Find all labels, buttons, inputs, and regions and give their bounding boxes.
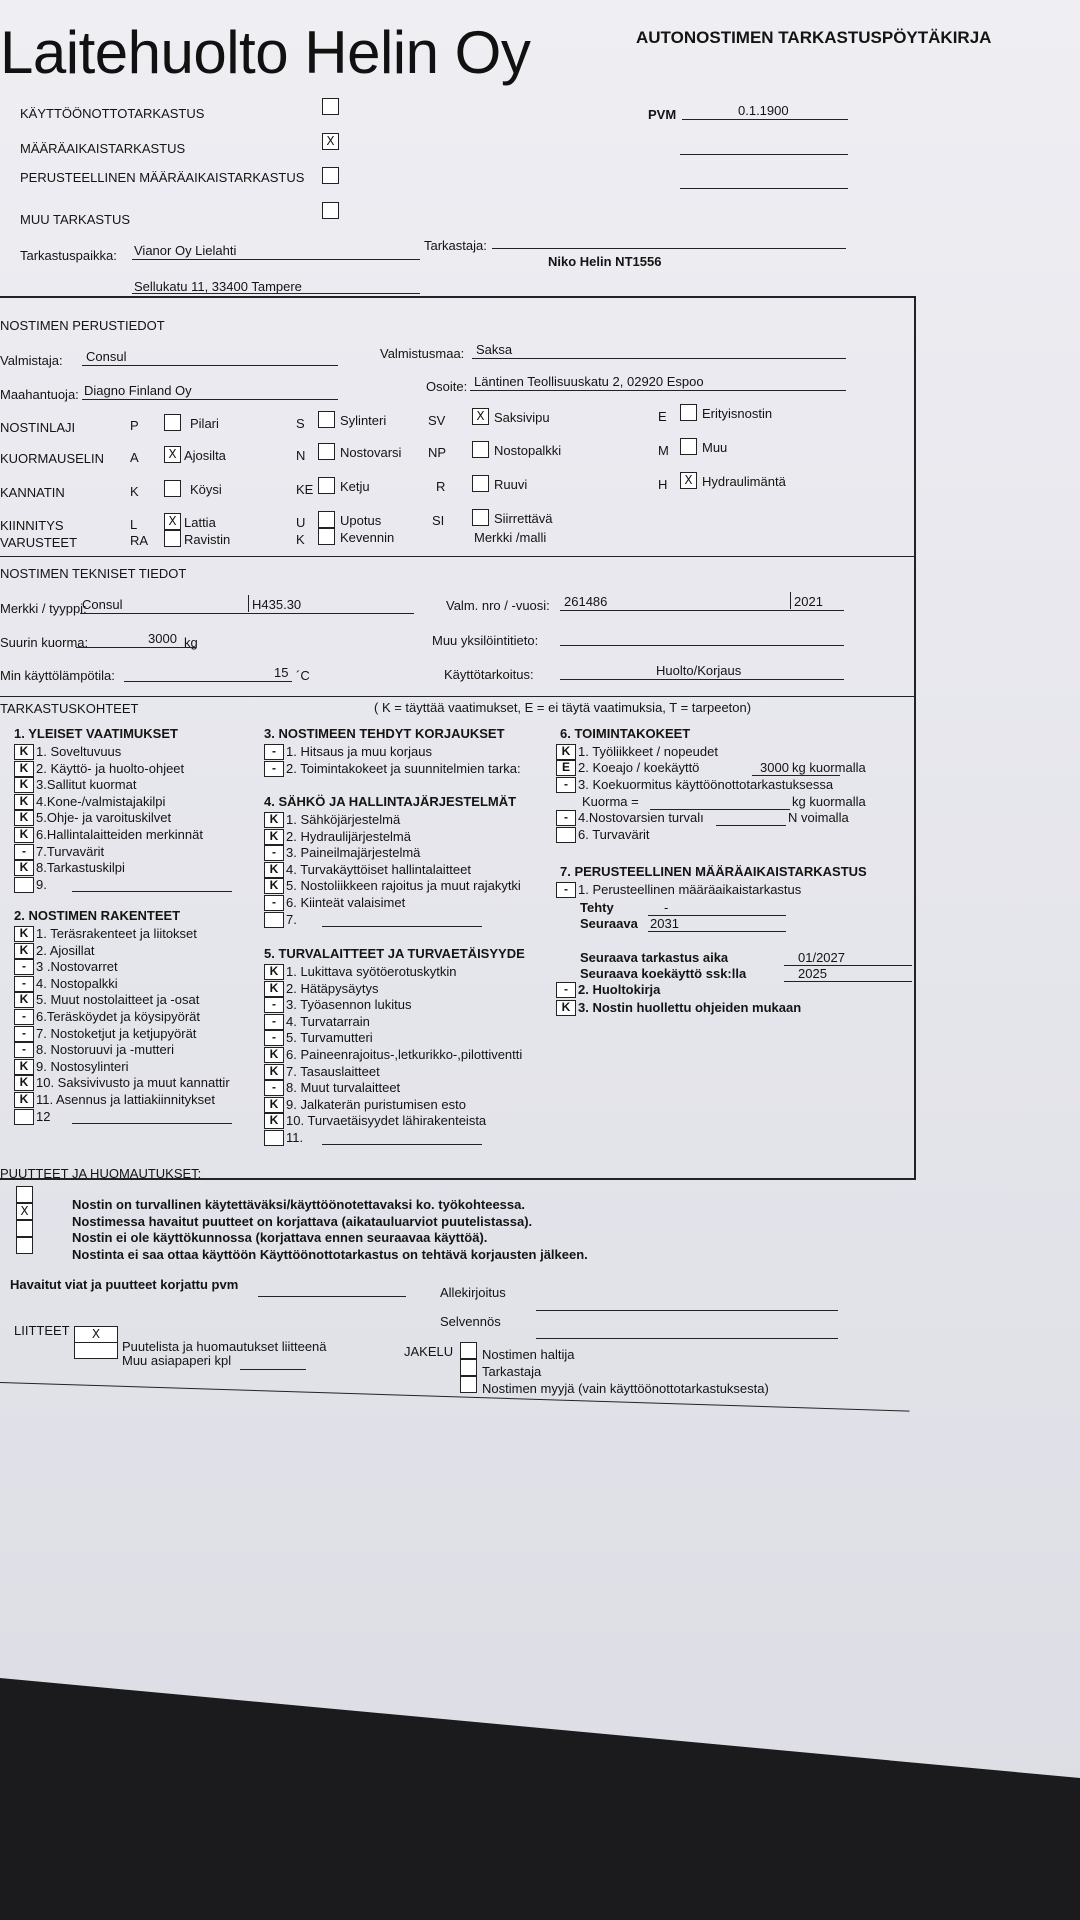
carrier-muu-label: Muu xyxy=(702,440,728,455)
s2-item-6-label: 6.Teräsköydet ja köysipyörät xyxy=(36,1009,201,1024)
s1-item-9-line[interactable] xyxy=(72,877,232,892)
s4-item-3-mark[interactable]: - xyxy=(264,845,284,861)
s1-item-4-label: 4.Kone-/valmistajakilpi xyxy=(36,793,166,809)
brand-divider xyxy=(248,595,249,612)
s4-item-7-mark[interactable] xyxy=(264,912,284,928)
checks-legend: ( K = täyttää vaatimukset, E = ei täytä vaatimuksia, T = tarpeeton) xyxy=(374,700,752,715)
type-saksivipu-label: Saksivipu xyxy=(494,410,550,425)
s5-item-10-label: 10. Turvaetäisyydet lähirakenteista xyxy=(286,1113,487,1129)
support-code-k: K xyxy=(130,484,139,499)
s5-item-7-label: 7. Tasauslaitteet xyxy=(286,1063,380,1079)
maker-value: Consul xyxy=(86,349,127,364)
s4-item-7-label: 7. xyxy=(286,911,297,927)
s7-book-label: 2. Huoltokirja xyxy=(578,982,661,997)
carrier-nostovarsi-label: Nostovarsi xyxy=(340,445,402,460)
attachment-2-checkbox[interactable] xyxy=(74,1342,118,1359)
type-label-2: MÄÄRÄAIKAISTARKASTUS xyxy=(20,141,186,156)
attachment-2-count-field[interactable] xyxy=(240,1357,306,1370)
s7-next-test-value: 2025 xyxy=(798,966,827,981)
place-value: Vianor Oy Lielahti xyxy=(134,243,237,258)
attachment-2-label: Muu asiapaperi kpl xyxy=(122,1353,232,1368)
s2-item-10-mark[interactable]: K xyxy=(14,1075,34,1091)
s5-item-9-mark[interactable]: K xyxy=(264,1097,284,1113)
serial-field[interactable] xyxy=(560,594,844,611)
s7-next-insp-field[interactable] xyxy=(784,950,912,966)
s7-next-field[interactable] xyxy=(648,916,786,932)
s2-item-11-label: 11. Asennus ja lattiakiinnitykset xyxy=(36,1092,215,1107)
s7-title: 7. PERUSTEELLINEN MÄÄRÄAIKAISTARKASTUS xyxy=(560,864,867,879)
purpose-label: Käyttötarkoitus: xyxy=(444,667,534,682)
s6-i2-mark[interactable]: E xyxy=(556,760,576,776)
s7-done-field[interactable] xyxy=(648,900,786,916)
mount-lattia-checkbox[interactable]: X xyxy=(164,513,181,530)
inspector-label: Tarkastaja: xyxy=(424,238,487,253)
type-label-3: PERUSTEELLINEN MÄÄRÄAIKAISTARKASTUS xyxy=(20,170,305,185)
s6-i5-label: 6. Turvavärit xyxy=(578,827,650,842)
s1-item-9-label: 9. xyxy=(36,876,47,892)
tech-top-line xyxy=(0,556,914,557)
checks-section-title: TARKASTUSKOHTEET xyxy=(0,701,139,716)
s1-item-9-mark[interactable] xyxy=(14,877,34,893)
equip-code-ra: RA xyxy=(130,533,149,548)
s7-next-insp-value: 01/2027 xyxy=(798,950,845,965)
type-pilari-checkbox[interactable] xyxy=(164,414,181,431)
frame-top-line xyxy=(0,296,916,298)
mount-siirrettava-checkbox[interactable] xyxy=(472,509,489,526)
signature-label: Allekirjoitus xyxy=(440,1285,506,1300)
s4-item-2-label: 2. Hydraulijärjestelmä xyxy=(286,828,411,844)
s4-item-4-mark[interactable]: K xyxy=(264,862,284,878)
s2-item-3-mark[interactable]: - xyxy=(14,959,34,975)
carrier-muu-checkbox[interactable] xyxy=(680,438,697,455)
s7-done-label: Tehty xyxy=(580,900,614,915)
mount-code-u: U xyxy=(296,515,306,530)
row-label-support: KANNATIN xyxy=(0,485,65,500)
type-code-sv: SV xyxy=(428,413,446,428)
attachment-1-checkbox[interactable]: X xyxy=(74,1326,118,1343)
s4-item-1-mark[interactable]: K xyxy=(264,812,284,828)
year-value: 2021 xyxy=(794,594,823,609)
carrier-ajosilta-label: Ajosilta xyxy=(184,448,226,463)
type-label-1: KÄYTTÖÖNOTTOTARKASTUS xyxy=(20,106,205,121)
carrier-code-a: A xyxy=(130,450,139,465)
carrier-ajosilta-checkbox[interactable]: X xyxy=(164,446,181,463)
s5-item-8-mark[interactable]: - xyxy=(264,1080,284,1096)
support-code-h: H xyxy=(658,477,668,492)
s6-i2-value: 3000 xyxy=(760,760,789,775)
type-checkbox-1[interactable] xyxy=(322,98,339,115)
s4-item-7-line[interactable] xyxy=(322,912,482,927)
s5-item-2-label: 2. Hätäpysäytys xyxy=(286,980,379,996)
pvm-value: 0.1.1900 xyxy=(738,103,789,118)
equip-ravistin-checkbox[interactable] xyxy=(164,530,181,547)
remark-label-3: Nostin ei ole käyttökunnossa (korjattava ennen seuraavaa käyttöä). xyxy=(72,1230,488,1245)
type-saksivipu-checkbox[interactable]: X xyxy=(472,408,489,425)
s2-item-8-mark[interactable]: - xyxy=(14,1042,34,1058)
clarification-label: Selvennös xyxy=(440,1314,501,1329)
s1-item-3-mark[interactable]: K xyxy=(14,777,34,793)
s1-item-5-label: 5.Ohje- ja varoituskilvet xyxy=(36,810,172,826)
type-code-e: E xyxy=(658,409,667,424)
s6-i3-mark[interactable]: - xyxy=(556,777,576,793)
s6-i1-label: 1. Työliikkeet / nopeudet xyxy=(578,744,718,759)
support-ruuvi-label: Ruuvi xyxy=(494,477,528,492)
company-logo-title: Laitehuolto Helin Oy xyxy=(0,19,531,86)
s1-item-6-label: 6.Hallintalaitteiden merkinnät xyxy=(36,827,203,842)
mount-code-si: SI xyxy=(432,513,445,528)
pvm-label: PVM xyxy=(648,107,677,122)
s1-item-8-label: 8.Tarkastuskilpi xyxy=(36,860,125,876)
equip-ravistin-label: Ravistin xyxy=(184,532,231,547)
equip-code-k: K xyxy=(296,532,305,547)
document-title: AUTONOSTIMEN TARKASTUSPÖYTÄKIRJA xyxy=(636,28,992,47)
s5-item-10-mark[interactable]: K xyxy=(264,1113,284,1129)
serial-divider xyxy=(790,592,791,609)
mount-upotus-checkbox[interactable] xyxy=(318,511,335,528)
type-code-p: P xyxy=(130,418,139,433)
checks-column-2 xyxy=(264,726,554,1156)
s6-i3-label: 3. Koekuormitus käyttöönottotarkastuksessa xyxy=(578,777,834,792)
s2-item-9-mark[interactable]: K xyxy=(14,1059,34,1075)
row-label-mount: KIINNITYS xyxy=(0,518,64,533)
s5-item-11-mark[interactable] xyxy=(264,1130,284,1146)
country-value: Saksa xyxy=(476,342,513,357)
carrier-nostopalkki-checkbox[interactable] xyxy=(472,441,489,458)
s2-item-2-label: 2. Ajosillat xyxy=(36,942,95,958)
s5-item-3-mark[interactable]: - xyxy=(264,997,284,1013)
s7-next-label: Seuraava xyxy=(580,916,638,931)
inspector-field[interactable] xyxy=(492,232,846,249)
s6-i3-load-label: Kuorma = xyxy=(582,794,639,809)
row-label-equipment: VARUSTEET xyxy=(0,535,78,550)
carrier-code-n: N xyxy=(296,448,306,463)
s6-i3-load-field[interactable] xyxy=(650,794,790,810)
support-hydraulimanta-checkbox[interactable]: X xyxy=(680,472,697,489)
id-label: Muu yksilöintitieto: xyxy=(432,633,539,648)
s5-item-9-label: 9. Jalkaterän puristumisen esto xyxy=(286,1096,466,1112)
s2-item-5-label: 5. Muut nostolaitteet ja -osat xyxy=(36,992,200,1008)
s2-item-1-mark[interactable]: K xyxy=(14,926,34,942)
place-field[interactable] xyxy=(132,243,420,260)
maker-label: Valmistaja: xyxy=(0,353,63,368)
s6-i2-unit: kg kuormalla xyxy=(792,760,866,775)
s3-item-2-label: 2. Toimintakokeet ja suunnitelmien tarka: xyxy=(286,760,521,776)
importer-value: Diagno Finland Oy xyxy=(84,383,192,398)
mount-lattia-label: Lattia xyxy=(184,515,216,530)
s2-item-12-mark[interactable] xyxy=(14,1109,34,1125)
importer-field[interactable] xyxy=(82,383,338,400)
importer-address-value: Läntinen Teollisuuskatu 2, 02920 Espoo xyxy=(474,374,704,389)
s6-title: 6. TOIMINTAKOKEET xyxy=(560,726,691,741)
s5-item-5-label: 5. Turvamutteri xyxy=(286,1030,373,1046)
support-ketju-checkbox[interactable] xyxy=(318,477,335,494)
temp-unit: ´C xyxy=(296,668,310,683)
model-note: Merkki /malli xyxy=(474,530,547,545)
s7-i1-mark[interactable]: - xyxy=(556,882,576,898)
checks-top-line xyxy=(0,696,914,697)
dist-checkbox-1[interactable] xyxy=(460,1342,477,1359)
carrier-nostopalkki-label: Nostopalkki xyxy=(494,443,562,458)
remark-label-4: Nostinta ei saa ottaa käyttöön Käyttöönottotarkastus on tehtävä korjausten jälkeen. xyxy=(72,1247,588,1262)
type-sylinteri-checkbox[interactable] xyxy=(318,411,335,428)
s4-item-6-label: 6. Kiinteät valaisimet xyxy=(286,895,406,910)
type-checkbox-2[interactable]: X xyxy=(322,133,339,150)
s1-item-5-mark[interactable]: K xyxy=(14,810,34,826)
remark-checkbox-3[interactable] xyxy=(16,1220,33,1237)
signature-field[interactable] xyxy=(536,1296,838,1311)
type-code-s: S xyxy=(296,416,305,431)
s7-next-test-field[interactable] xyxy=(784,966,912,982)
type-value: H435.30 xyxy=(252,597,302,612)
fixed-date-label: Havaitut viat ja puutteet korjattu pvm xyxy=(10,1277,239,1292)
s5-item-8-label: 8. Muut turvalaitteet xyxy=(286,1080,401,1096)
s4-item-5-label: 5. Nostoliikkeen rajoitus ja muut rajakytki xyxy=(286,878,521,894)
serial-value: 261486 xyxy=(564,594,608,609)
support-hydraulimanta-label: Hydraulimäntä xyxy=(702,474,786,489)
s2-item-7-label: 7. Nostoketjut ja ketjupyörät xyxy=(36,1025,197,1041)
remarks-title: PUUTTEET JA HUOMAUTUKSET: xyxy=(0,1166,202,1181)
remark-label-2: Nostimessa havaitut puutteet on korjattava (aikatauluarviot puutelistassa). xyxy=(72,1214,533,1229)
load-unit: kg xyxy=(184,635,198,650)
carrier-nostovarsi-checkbox[interactable] xyxy=(318,443,335,460)
dist-checkbox-2[interactable] xyxy=(460,1359,477,1376)
s2-item-12-line[interactable] xyxy=(72,1109,232,1124)
remark-checkbox-1[interactable] xyxy=(16,1186,33,1203)
blank-line-1[interactable] xyxy=(680,140,848,155)
s6-i1-mark[interactable]: K xyxy=(556,744,576,760)
s6-i5-mark[interactable] xyxy=(556,827,576,843)
mount-code-l: L xyxy=(130,517,138,532)
importer-address-label: Osoite: xyxy=(426,379,468,394)
s5-item-1-label: 1. Lukittava syötöerotuskytkin xyxy=(286,964,457,979)
s1-item-1-mark[interactable]: K xyxy=(14,744,34,760)
s1-item-2-label: 2. Käyttö- ja huolto-ohjeet xyxy=(36,760,185,776)
type-pilari-label: Pilari xyxy=(190,416,219,431)
s2-item-4-label: 4. Nostopalkki xyxy=(36,975,118,991)
s7-book-mark[interactable]: - xyxy=(556,982,576,998)
s2-item-9-label: 9. Nostosylinteri xyxy=(36,1058,129,1074)
attachments-label: LIITTEET xyxy=(14,1323,70,1338)
s1-item-7-label: 7.Turvavärit xyxy=(36,843,105,859)
temp-label: Min käyttölämpötila: xyxy=(0,668,115,683)
s4-item-5-mark[interactable]: K xyxy=(264,878,284,894)
address-field[interactable] xyxy=(132,277,420,294)
s7-next-value: 2031 xyxy=(650,916,679,931)
basic-section-title: NOSTIMEN PERUSTIEDOT xyxy=(0,318,165,333)
load-label: Suurin kuorma: xyxy=(0,635,89,650)
s5-item-2-mark[interactable]: K xyxy=(264,981,284,997)
s6-i4-label: 4.Nostovarsien turvalı xyxy=(578,810,704,825)
checks-column-3 xyxy=(556,724,916,1024)
address-value: Sellukatu 11, 33400 Tampere xyxy=(134,279,302,294)
brand-field[interactable] xyxy=(80,597,414,614)
s4-item-3-label: 3. Paineilmajärjestelmä xyxy=(286,845,421,861)
brand-label: Merkki / tyyppi: xyxy=(0,601,87,616)
support-ketju-label: Ketju xyxy=(340,479,370,494)
row-label-type: NOSTINLAJI xyxy=(0,420,76,435)
country-label: Valmistusmaa: xyxy=(380,346,465,361)
pvm-field[interactable] xyxy=(682,103,848,120)
s5-item-7-mark[interactable]: K xyxy=(264,1064,284,1080)
support-code-ke: KE xyxy=(296,482,314,497)
s5-item-6-mark[interactable]: K xyxy=(264,1047,284,1063)
s5-item-4-mark[interactable]: - xyxy=(264,1014,284,1030)
row-label-carrier: KUORMAUSELIN xyxy=(0,451,105,466)
s5-item-4-label: 4. Turvatarrain xyxy=(286,1013,370,1029)
s1-item-6-mark[interactable]: K xyxy=(14,827,34,843)
s3-item-1-mark[interactable]: - xyxy=(264,744,284,760)
dist-label-3: Nostimen myyjä (vain käyttöönottotarkastuksesta) xyxy=(482,1381,769,1396)
support-ruuvi-checkbox[interactable] xyxy=(472,475,489,492)
equip-kevennin-checkbox[interactable] xyxy=(318,528,335,545)
s2-item-12-label: 12 xyxy=(36,1108,51,1124)
mount-upotus-label: Upotus xyxy=(340,513,382,528)
s1-item-2-mark[interactable]: K xyxy=(14,761,34,777)
s4-title: 4. SÄHKÖ JA HALLINTAJÄRJESTELMÄT xyxy=(264,794,517,809)
temp-field[interactable] xyxy=(124,665,292,682)
place-label: Tarkastuspaikka: xyxy=(20,248,117,263)
fixed-date-field[interactable] xyxy=(258,1282,406,1297)
mount-siirrettava-label: Siirrettävä xyxy=(494,511,553,526)
s5-item-1-mark[interactable]: K xyxy=(264,964,284,980)
clarification-field[interactable] xyxy=(536,1324,838,1339)
s2-item-10-label: 10. Saksivivusto ja muut kannattir xyxy=(36,1075,230,1091)
remark-label-1: Nostin on turvallinen käytettäväksi/käyttöönotettavaksi ko. työkohteessa. xyxy=(72,1197,525,1212)
remark-checkbox-2[interactable]: X xyxy=(16,1203,33,1220)
carrier-code-np: NP xyxy=(428,445,447,460)
checks-column-1 xyxy=(14,726,264,1126)
s4-item-1-label: 1. Sähköjärjestelmä xyxy=(286,812,401,827)
s1-item-1-label: 1. Soveltuvuus xyxy=(36,744,122,759)
support-koysi-checkbox[interactable] xyxy=(164,480,181,497)
s3-item-1-label: 1. Hitsaus ja muu korjaus xyxy=(286,744,432,759)
blank-line-2[interactable] xyxy=(680,174,848,189)
s1-item-3-label: 3.Sallitut kuormat xyxy=(36,777,137,793)
importer-address-field[interactable] xyxy=(470,374,846,391)
type-erityisnostin-label: Erityisnostin xyxy=(702,406,773,421)
load-field[interactable] xyxy=(76,631,196,648)
s7-i1-label: 1. Perusteellinen määräaikaistarkastus xyxy=(578,882,802,897)
inspector-value: Niko Helin NT1556 xyxy=(548,254,662,269)
s6-i4-mark[interactable]: - xyxy=(556,810,576,826)
s2-title: 2. NOSTIMEN RAKENTEET xyxy=(14,908,181,923)
importer-label: Maahantuoja: xyxy=(0,387,79,402)
type-sylinteri-label: Sylinteri xyxy=(340,413,387,428)
purpose-field[interactable] xyxy=(560,663,844,680)
s1-item-4-mark[interactable]: K xyxy=(14,794,34,810)
load-value: 3000 xyxy=(148,631,177,646)
s5-item-11-line[interactable] xyxy=(322,1130,482,1145)
s2-item-2-mark[interactable]: K xyxy=(14,943,34,959)
country-field[interactable] xyxy=(472,342,846,359)
s5-item-11-label: 11. xyxy=(286,1130,304,1145)
s7-maint-label: 3. Nostin huollettu ohjeiden mukaan xyxy=(578,1000,802,1015)
temp-value: 15 xyxy=(274,665,289,680)
purpose-value: Huolto/Korjaus xyxy=(656,663,742,678)
type-label-4: MUU TARKASTUS xyxy=(20,212,131,227)
s4-item-6-mark[interactable]: - xyxy=(264,895,284,911)
s3-title: 3. NOSTIMEEN TEHDYT KORJAUKSET xyxy=(264,726,505,741)
dist-label-2: Tarkastaja xyxy=(482,1364,542,1379)
s2-item-5-mark[interactable]: K xyxy=(14,992,34,1008)
serial-label: Valm. nro / -vuosi: xyxy=(446,598,550,613)
brand-value: Consul xyxy=(82,597,123,612)
s2-item-8-label: 8. Nostoruuvi ja -mutteri xyxy=(36,1042,174,1058)
s4-item-2-mark[interactable]: K xyxy=(264,829,284,845)
s7-done-value: - xyxy=(664,900,669,915)
carrier-code-m: M xyxy=(658,443,669,458)
s2-item-1-label: 1. Teräsrakenteet ja liitokset xyxy=(36,926,197,941)
s7-next-test-label: Seuraava koekäyttö ssk:lla xyxy=(580,966,747,981)
maker-field[interactable] xyxy=(82,349,338,366)
s2-item-6-mark[interactable]: - xyxy=(14,1009,34,1025)
s1-title: 1. YLEISET VAATIMUKSET xyxy=(14,726,178,741)
s2-item-4-mark[interactable]: - xyxy=(14,976,34,992)
s7-next-insp-label: Seuraava tarkastus aika xyxy=(580,950,729,965)
tech-section-title: NOSTIMEN TEKNISET TIEDOT xyxy=(0,566,187,581)
s6-i4-unit: N voimalla xyxy=(788,810,849,825)
s4-item-4-label: 4. Turvakäyttöiset hallintalaitteet xyxy=(286,861,471,877)
s6-i3-unit: kg kuormalla xyxy=(792,794,866,809)
s6-i2-label: 2. Koeajo / koekäyttö xyxy=(578,760,700,775)
s7-maint-mark[interactable]: K xyxy=(556,1000,576,1016)
support-koysi-label: Köysi xyxy=(190,482,222,497)
s5-item-5-mark[interactable]: - xyxy=(264,1030,284,1046)
dist-checkbox-3[interactable] xyxy=(460,1376,477,1393)
type-erityisnostin-checkbox[interactable] xyxy=(680,404,697,421)
s1-item-7-mark[interactable]: - xyxy=(14,844,34,860)
type-checkbox-3[interactable] xyxy=(322,167,339,184)
s2-item-3-label: 3 .Nostovarret xyxy=(36,959,118,975)
s5-title: 5. TURVALAITTEET JA TURVAETÄISYYDE xyxy=(264,946,525,961)
dist-label-1: Nostimen haltija xyxy=(482,1347,575,1362)
s1-item-8-mark[interactable]: K xyxy=(14,860,34,876)
remark-checkbox-4[interactable] xyxy=(16,1237,33,1254)
s6-i4-field[interactable] xyxy=(716,810,786,826)
attachment-1-label: Puutelista ja huomautukset liitteenä xyxy=(122,1339,327,1354)
distribution-label: JAKELU xyxy=(404,1344,454,1359)
s2-item-11-mark[interactable]: K xyxy=(14,1092,34,1108)
support-code-r: R xyxy=(436,479,446,494)
equip-kevennin-label: Kevennin xyxy=(340,530,395,545)
s5-item-6-label: 6. Paineenrajoitus-,letkurikko-,pilottiventti xyxy=(286,1047,523,1062)
s5-item-3-label: 3. Työasennon lukitus xyxy=(286,997,412,1013)
s3-item-2-mark[interactable]: - xyxy=(264,761,284,777)
s2-item-7-mark[interactable]: - xyxy=(14,1026,34,1042)
id-field[interactable] xyxy=(560,629,844,646)
type-checkbox-4[interactable] xyxy=(322,202,339,219)
